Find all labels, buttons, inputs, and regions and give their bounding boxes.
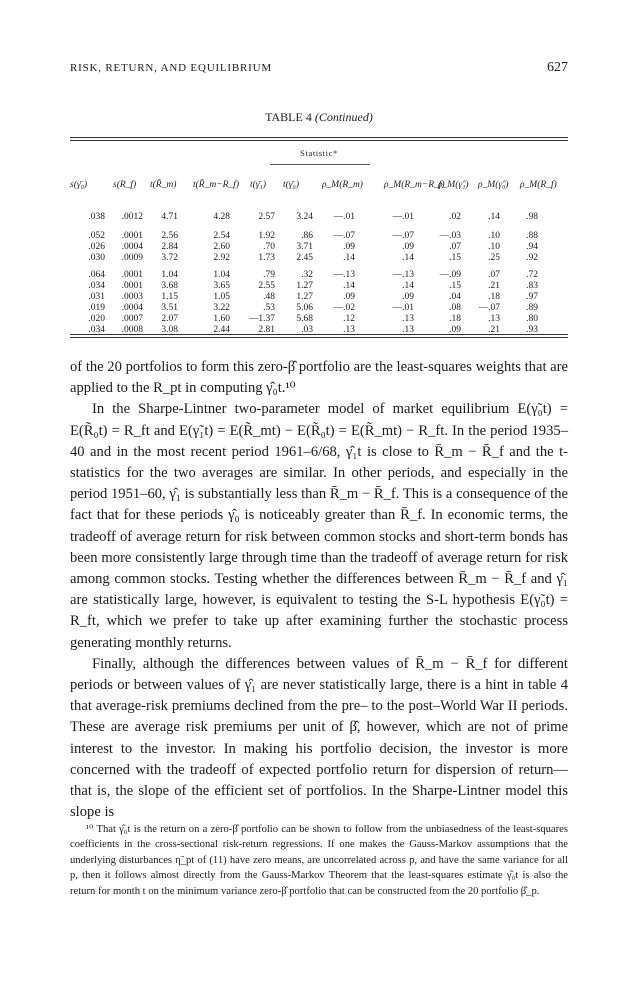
table-cell: —.13 xyxy=(333,270,355,280)
table-cell: .88 xyxy=(526,231,538,241)
table-cell: .18 xyxy=(488,292,500,302)
table-cell: —.01 xyxy=(392,303,414,313)
table-cell: 4.28 xyxy=(213,212,230,222)
table-cell: 1.73 xyxy=(258,253,275,263)
table-cell: 2.55 xyxy=(258,281,275,291)
table-cell: .034 xyxy=(88,325,105,335)
table-cell: .0003 xyxy=(121,292,143,302)
table-cell: .030 xyxy=(88,253,105,263)
table-cell: .15 xyxy=(449,281,461,291)
table-cell: .14 xyxy=(402,253,414,263)
table-cell: .93 xyxy=(526,325,538,335)
table-cell: 1.27 xyxy=(296,292,313,302)
table-column-header: t(R̄_m) xyxy=(150,180,177,190)
table-rule-bottom-inner xyxy=(70,337,568,338)
table-column-header: ρ_M(γ̂₁) xyxy=(438,180,469,190)
table-cell: .83 xyxy=(526,281,538,291)
table-cell: 1.60 xyxy=(213,314,230,324)
table-cell: .031 xyxy=(88,292,105,302)
table-title xyxy=(70,110,568,125)
table-cell: .0009 xyxy=(121,253,143,263)
table-column-header: t(γ̄₀) xyxy=(283,180,300,190)
table-cell: .019 xyxy=(88,303,105,313)
table-cell: .10 xyxy=(488,231,500,241)
table-cell: .02 xyxy=(449,212,461,222)
table-cell: —.09 xyxy=(439,270,461,280)
table-cell: 1.15 xyxy=(161,292,178,302)
table-cell: 1.04 xyxy=(161,270,178,280)
table-cell: .0007 xyxy=(121,314,143,324)
table-cell: 3.65 xyxy=(213,281,230,291)
table-cell: 3.72 xyxy=(161,253,178,263)
table-cell: 3.24 xyxy=(296,212,313,222)
table-cell: .026 xyxy=(88,242,105,252)
table-cell: 3.08 xyxy=(161,325,178,335)
table-cell: .0004 xyxy=(121,303,143,313)
footnote xyxy=(70,822,568,899)
table-cell: .03 xyxy=(301,325,313,335)
table-cell: —.07 xyxy=(392,231,414,241)
table-cell: .09 xyxy=(343,292,355,302)
table-cell: .034 xyxy=(88,281,105,291)
table-cell: .13 xyxy=(402,325,414,335)
table-cell: 1.27 xyxy=(296,281,313,291)
table-cell: 2.45 xyxy=(296,253,313,263)
table-rule-top-inner xyxy=(70,140,568,141)
table-cell: .80 xyxy=(526,314,538,324)
table-cell: .21 xyxy=(488,281,500,291)
running-head-title: RISK, RETURN, AND EQUILIBRIUM xyxy=(70,62,272,74)
table-cell: —.13 xyxy=(392,270,414,280)
page-number: 627 xyxy=(547,60,568,75)
table-cell: .79 xyxy=(263,270,275,280)
table-cell: .09 xyxy=(449,325,461,335)
table-cell: .14 xyxy=(343,281,355,291)
paragraph-3: Finally, although the differences between values of R̄_m − R̄_f for different periods or between values of γ̂₁ are never statistically large, there is a hint in table 4 that average-risk premiums declined from the pre– to the post–World War II periods. These are average risk premiums per unit of β̂, however, which are not of prime interest to the investor. In making his portfolio decision, the investor is more concerned with the tradeoff of expected portfolio return for dispersion of return—that is, the slope of the efficient set of portfolios. In the Sharpe-Lintner model this slope is xyxy=(70,655,568,821)
table-cell: .14 xyxy=(402,281,414,291)
table-cell: 5.06 xyxy=(296,303,313,313)
table-cell: .0001 xyxy=(121,281,143,291)
table-cell: 1.04 xyxy=(213,270,230,280)
table-cell: .25 xyxy=(488,253,500,263)
table-cell: .10 xyxy=(488,242,500,252)
table-cell: .21 xyxy=(488,325,500,335)
table-cell: —.01 xyxy=(392,212,414,222)
table-column-header: ρ_M(γ̂₀) xyxy=(478,180,509,190)
paragraph-2: In the Sharpe-Lintner two-parameter model of market equilibrium E(γ̃₀t) = E(R̃₀t) = R_ft and E(γ̃₁t) = E(R̃_mt) − E(R̃₀t) = E(R̃_mt) − R_ft. In the period 1935–40 and in the most recent period 1961–6/68, γ̂₁t is close to R̄_m − R̄_f and the t-statistics for the two averages are similar. In other periods, and especially in the period 1951–60, γ̂₁ is substantially less than R̄_m − R̄_f. This is a consequence of the fact that for these periods γ̂₀ is noticeably greater than R̄_f. In economic terms, the tradeoff of average return for risk between common stocks and short-term bonds has been more consistently large through time than the tradeoff of average return for risk among common stocks. Testing whether the differences between R̄_m − R̄_f and γ̂₁ are statistically large, however, is equivalent to testing the S-L hypothesis E(γ̃₀t) = R_ft, which we prefer to take up after examining further the stochastic process generating monthly returns. xyxy=(70,401,568,651)
table-cell: 4.71 xyxy=(161,212,178,222)
statistic-header: Statistic* xyxy=(300,148,338,158)
table-cell: .13 xyxy=(343,325,355,335)
table-cell: .12 xyxy=(343,314,355,324)
table-cell: 2.84 xyxy=(161,242,178,252)
table-cell: .0008 xyxy=(121,325,143,335)
table-column-header: t(γ̄₁) xyxy=(250,180,267,190)
table-cell: —.01 xyxy=(333,212,355,222)
table-cell: —1.37 xyxy=(248,314,275,324)
table-cell: 5.68 xyxy=(296,314,313,324)
table-cell: .09 xyxy=(402,242,414,252)
table-cell: —.07 xyxy=(478,303,500,313)
table-cell: 3.68 xyxy=(161,281,178,291)
table-cell: .70 xyxy=(263,242,275,252)
table-cell: .0001 xyxy=(121,270,143,280)
table-cell: .0001 xyxy=(121,231,143,241)
table-cell: .020 xyxy=(88,314,105,324)
table-cell: 3.51 xyxy=(161,303,178,313)
table-rule-top xyxy=(70,137,568,138)
table-cell: .064 xyxy=(88,270,105,280)
table-cell: 3.22 xyxy=(213,303,230,313)
table-cell: .14 xyxy=(343,253,355,263)
table-cell: .14 xyxy=(488,212,500,222)
table-column-header: t(R̄_m−R_f) xyxy=(193,180,239,190)
table-cell: 2.57 xyxy=(258,212,275,222)
table-cell: .18 xyxy=(449,314,461,324)
table-cell: .08 xyxy=(449,303,461,313)
footnote-10: ¹⁰ That γ̂₀t is the return on a zero-β̂ portfolio can be shown to follow from the unbiasedness of the least-squares coefficients in the cross-sectional risk-return regressions. If one makes the Gauss-Markov assumptions that the underlying disturbances η̃_pt of (11) have zero means, are uncorrelated across p, and have the same variance for all p, then it follows almost directly from the Gauss-Markov Theorem that the least-squares estimate γ̂₀t is also the return for month t on the minimum variance zero-β̂ portfolio that can be constructed from the 20 portfolio β̂_p. xyxy=(70,824,568,897)
table-cell: .48 xyxy=(263,292,275,302)
table-cell: 1.92 xyxy=(258,231,275,241)
table-cell: .0004 xyxy=(121,242,143,252)
table-cell: .13 xyxy=(402,314,414,324)
table-cell: —.07 xyxy=(333,231,355,241)
table-cell: .052 xyxy=(88,231,105,241)
running-head xyxy=(70,62,568,78)
table-column-header: ρ_M(R_f) xyxy=(520,180,557,190)
table-cell: .98 xyxy=(526,212,538,222)
table-cell: .0012 xyxy=(121,212,143,222)
table-cell: .15 xyxy=(449,253,461,263)
table-cell: .92 xyxy=(526,253,538,263)
table-column-header: s(R_f) xyxy=(113,180,137,190)
table-cell: .97 xyxy=(526,292,538,302)
table-cell: .13 xyxy=(488,314,500,324)
table-cell: —.02 xyxy=(333,303,355,313)
table-cell: .72 xyxy=(526,270,538,280)
table-cell: .94 xyxy=(526,242,538,252)
table-cell: 1.05 xyxy=(213,292,230,302)
table-cell: 2.44 xyxy=(213,325,230,335)
table-cell: .89 xyxy=(526,303,538,313)
body-text xyxy=(70,357,568,823)
table-column-header: s(γ̄₀) xyxy=(70,180,88,190)
table-cell: .53 xyxy=(263,303,275,313)
table-cell: .32 xyxy=(301,270,313,280)
table-title-suffix: (Continued) xyxy=(314,110,373,124)
table-rule-bottom xyxy=(70,334,568,335)
table-cell: .86 xyxy=(301,231,313,241)
table-cell: .038 xyxy=(88,212,105,222)
table-cell: —.03 xyxy=(439,231,461,241)
table-cell: .07 xyxy=(449,242,461,252)
table-cell: .09 xyxy=(402,292,414,302)
table-cell: .09 xyxy=(343,242,355,252)
table-cell: 3.71 xyxy=(296,242,313,252)
table-cell: 2.07 xyxy=(161,314,178,324)
statistic-underline xyxy=(270,164,370,165)
table-cell: 2.56 xyxy=(161,231,178,241)
table-cell: 2.81 xyxy=(258,325,275,335)
table-cell: .07 xyxy=(488,270,500,280)
table-title-label: TABLE 4 xyxy=(265,110,312,124)
table-cell: 2.60 xyxy=(213,242,230,252)
table-cell: 2.54 xyxy=(213,231,230,241)
paragraph-1: of the 20 portfolios to form this zero-β̂ portfolio are the least-squares weights that are applied to the R_pt in computing γ̂₀t.¹⁰ xyxy=(70,359,568,397)
table-cell: 2.92 xyxy=(213,253,230,263)
table-column-header: ρ_M(R_m) xyxy=(322,180,363,190)
table-column-header: ρ_M(R_m−R_f) xyxy=(384,180,445,190)
table-cell: .04 xyxy=(449,292,461,302)
